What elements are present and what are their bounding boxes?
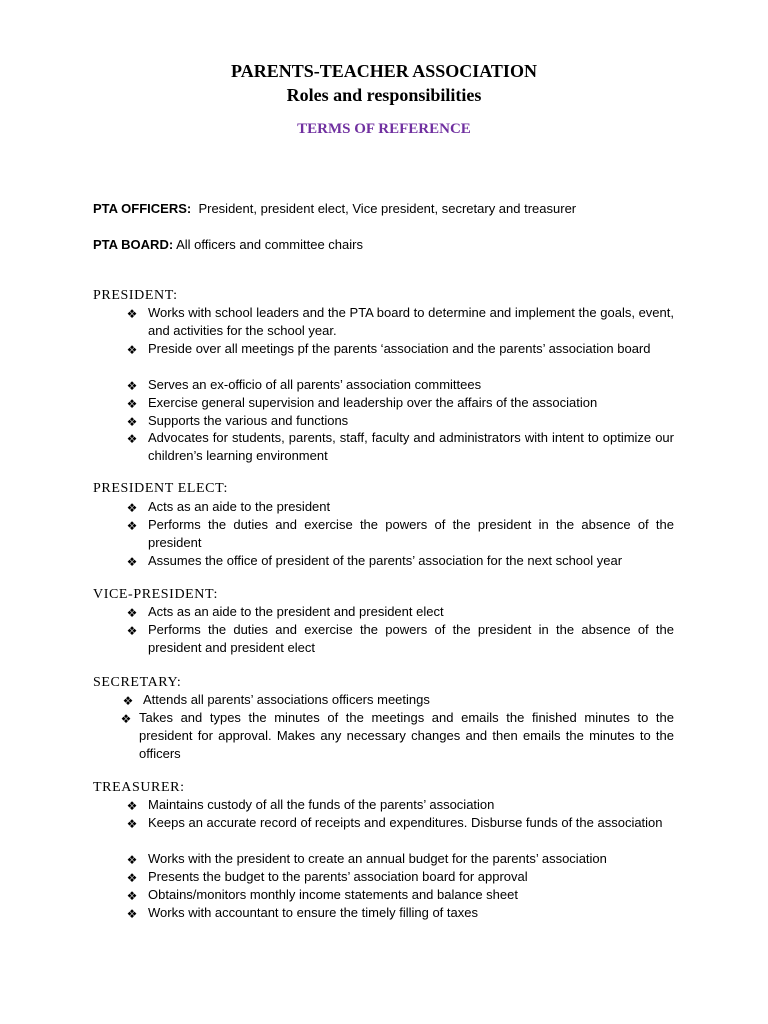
list-item: Assumes the office of president of the parents’ association for the next school year — [148, 553, 623, 568]
diamond-bullet-icon: ❖ — [126, 519, 138, 533]
document-subtitle: Roles and responsibilities — [286, 85, 482, 105]
list-item: Performs the duties and exercise the powers of the president in the absence of the president — [148, 517, 674, 550]
section-heading-treasurer: TREASURER: — [93, 780, 185, 795]
pta-board-text: All officers and committee chairs — [176, 237, 363, 252]
diamond-bullet-icon: ❖ — [126, 307, 138, 321]
diamond-bullet-icon: ❖ — [122, 694, 134, 708]
pta-officers-line — [93, 201, 576, 216]
list-item: Advocates for students, parents, staff, faculty and administrators with intent to optimize our children’s learning environment — [148, 430, 674, 463]
section-heading-vice-president: VICE-PRESIDENT: — [93, 587, 218, 602]
diamond-bullet-icon: ❖ — [126, 415, 138, 429]
diamond-bullet-icon: ❖ — [126, 379, 138, 393]
pta-board-label: PTA BOARD: — [93, 237, 174, 252]
section-heading-secretary: SECRETARY: — [93, 675, 182, 690]
diamond-bullet-icon: ❖ — [126, 799, 138, 813]
list-item: Supports the various and functions — [148, 413, 349, 428]
list-item: Performs the duties and exercise the powers of the president in the absence of the president and president elect — [148, 622, 674, 655]
diamond-bullet-icon: ❖ — [126, 871, 138, 885]
list-item: Attends all parents’ associations officers meetings — [143, 692, 430, 707]
list-item: Maintains custody of all the funds of the parents’ association — [148, 797, 495, 812]
diamond-bullet-icon: ❖ — [126, 555, 138, 569]
section-heading-president: PRESIDENT: — [93, 288, 178, 303]
list-item: Obtains/monitors monthly income statements and balance sheet — [148, 887, 518, 902]
list-item: Acts as an aide to the president and president elect — [148, 604, 444, 619]
list-item: Keeps an accurate record of receipts and expenditures. Disburse funds of the association — [148, 815, 663, 830]
diamond-bullet-icon: ❖ — [126, 343, 138, 357]
pta-officers-text: President, president elect, Vice president, secretary and treasurer — [198, 201, 577, 216]
diamond-bullet-icon: ❖ — [126, 501, 138, 515]
list-item: Takes and types the minutes of the meetings and emails the finished minutes to the president for approval. Makes any necessary changes and then emails the minutes to the officers — [139, 710, 674, 761]
diamond-bullet-icon: ❖ — [126, 889, 138, 903]
pta-officers-label: PTA OFFICERS: — [93, 201, 192, 216]
diamond-bullet-icon: ❖ — [126, 907, 138, 921]
section-heading-president-elect: PRESIDENT ELECT: — [93, 481, 229, 496]
list-item: Works with the president to create an annual budget for the parents’ association — [148, 851, 607, 866]
diamond-bullet-icon: ❖ — [126, 624, 138, 638]
list-item: Works with accountant to ensure the timely filling of taxes — [148, 905, 478, 920]
list-item: Serves an ex-officio of all parents’ association committees — [148, 377, 482, 392]
list-item: Works with school leaders and the PTA board to determine and implement the goals, event, and activities for the school year. — [148, 305, 674, 338]
list-item: Preside over all meetings pf the parents ‘association and the parents’ association board — [148, 341, 651, 356]
diamond-bullet-icon: ❖ — [126, 817, 138, 831]
terms-of-reference-heading: TERMS OF REFERENCE — [297, 121, 471, 137]
list-item: Presents the budget to the parents’ association board for approval — [148, 869, 528, 884]
pta-board-line — [93, 237, 363, 252]
list-item: Exercise general supervision and leadership over the affairs of the association — [148, 395, 598, 410]
diamond-bullet-icon: ❖ — [126, 606, 138, 620]
diamond-bullet-icon: ❖ — [126, 853, 138, 867]
diamond-bullet-icon: ❖ — [126, 432, 138, 446]
list-item: Acts as an aide to the president — [148, 499, 331, 514]
diamond-bullet-icon: ❖ — [120, 712, 132, 726]
document-title: PARENTS-TEACHER ASSOCIATION — [231, 61, 537, 81]
diamond-bullet-icon: ❖ — [126, 397, 138, 411]
